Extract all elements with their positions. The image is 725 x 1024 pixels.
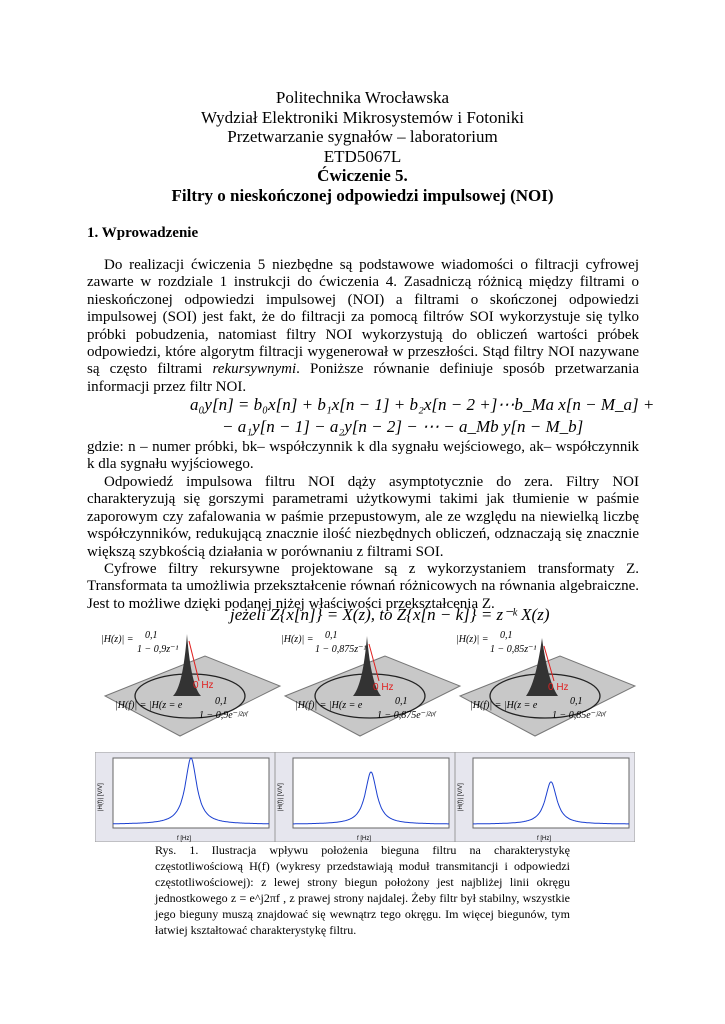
hf-formula-1: |H(f)| = |H(z = e (115, 700, 183, 711)
course-name: Przetwarzanie sygnałów – laboratorium (227, 127, 498, 146)
y-axis-label: |H(f)| [V/V] (278, 783, 284, 811)
x-axis-label: f [Hz] (357, 836, 372, 842)
figure-caption: Rys. 1. Ilustracja wpływu położenia bieguna filtru na charakterystykę częstotliwościową H(f) (wykresy przedstawiają moduł transmitancji i odpowiedzi częstotliwościowej): z lewej strony biegun położony jest najbliżej linii okręgu jednostkowego z = e^j2πf , z prawej strony najdalej. Żeby filtr był stabilny, wszystkie jego bieguny muszą znajdować się wewnątrz tego okręgu. Im więcej biegunów, tym łatwiej kształtować charakterystykę filtru. (155, 843, 570, 937)
course-code: ETD5067L (323, 146, 402, 166)
hz-formula-1: |H(z)| = (101, 634, 134, 645)
hz-numerator-3: 0,1 (500, 630, 513, 641)
equation-line-2: − a₁y[n − 1] − a₂y[n − 2] − ⋯ − a_Mb y[n − M_b] (222, 417, 584, 436)
freq-response-plot-3 (455, 752, 635, 842)
freq-response-plot-2 (275, 752, 455, 842)
zero-hz-label: 0 Hz (373, 682, 394, 693)
x-axis-label: f [Hz] (537, 836, 552, 842)
exercise-number: Ćwiczenie 5. (317, 166, 408, 185)
hf-formula-2: |H(f)| = |H(z = e (295, 700, 363, 711)
hf-denominator-2: 1 − 0,875e⁻ʲ²ᵖᶠ (377, 710, 436, 721)
exercise-title: Filtry o nieskończonej odpowiedzi impulsowej (NOI) (171, 185, 554, 205)
surface-plot-1 (95, 626, 285, 746)
hf-denominator-1: 1 − 0,9e⁻ʲ²ᵖᶠ (199, 710, 248, 721)
paragraph-z-transform: Cyfrowe filtry rekursywne projektowane są z wykorzystaniem transformaty Z. Transformata ta umożliwia przekształcenie równań różnicowych na równania algebraiczne. Jest to możliwe dzięki podanej niżej właściwości przekształcenia Z. (87, 561, 639, 612)
hz-numerator-1: 0,1 (145, 630, 158, 641)
paragraph-intro-text: Do realizacji ćwiczenia 5 niezbędne są podstawowe wiadomości o filtracji cyfrowej zawarte w rozdziale 1 instrukcji do ćwiczenia 4. Zasadniczą różnicą między filtrami o nieskończonej odpowiedzi impulsowej (NOI) a filtrami o skończonej odpowiedzi impulsowej (SOI) jest fakt, że do filtracji za pomocą filtrów SOI wykorzystuje się tylko próbki pobudzenia, natomiast filtry NOI wykorzystują do obliczeń wartości próbek odpowiedzi, które algorytm filtracji wygenerował w przeszłości. Stąd filtry NOI nazywane są często filtrami (87, 257, 639, 378)
hf-numerator-2: 0,1 (395, 696, 408, 707)
section-heading: 1. Wprowadzenie (87, 225, 199, 241)
plot-area (113, 758, 269, 828)
document-header (0, 88, 725, 205)
hf-numerator-1: 0,1 (215, 696, 228, 707)
paragraph-intro-italic: rekursywnymi (212, 361, 297, 378)
hz-formula-2: |H(z)| = (281, 634, 314, 645)
y-axis-label: |H(f)| [V/V] (98, 783, 104, 811)
freq-response-plot-1 (95, 752, 275, 842)
zero-hz-label: 0 Hz (548, 682, 569, 693)
y-axis-label: |H(f)| [V/V] (458, 783, 464, 811)
zero-hz-label: 0 Hz (193, 680, 214, 691)
hf-numerator-3: 0,1 (570, 696, 583, 707)
hf-formula-3: |H(f)| = |H(z = e (470, 700, 538, 711)
plot-area (473, 758, 629, 828)
hz-denominator-3: 1 − 0,85z⁻¹ (490, 644, 537, 655)
hz-denominator-1: 1 − 0,9z⁻¹ (137, 644, 179, 655)
hz-denominator-2: 1 − 0,875z⁻¹ (315, 644, 367, 655)
university-name: Politechnika Wrocławska (275, 88, 450, 107)
plot-area (293, 758, 449, 828)
hz-numerator-2: 0,1 (325, 630, 338, 641)
equation-z-property: jeżeli Z{x[n]} = X(z), to Z{x[n − k]} = z⁻ᵏ X(z) (230, 605, 550, 624)
faculty-name: Wydział Elektroniki Mikrosystemów i Fotoniki (201, 107, 524, 127)
paragraph-where: gdzie: n – numer próbki, bk– współczynnik k dla sygnału wejściowego, ak– współczynnik k dla sygnału wyjściowego. (87, 439, 639, 473)
paragraph-intro (87, 257, 639, 396)
paragraph-intro-end: . Poniższe równanie definiuje sposób przetwarzania informacji przez filtr NOI. (87, 361, 639, 395)
surface-plot-3 (450, 626, 640, 746)
equation-line-1: a₀y[n] = b₀x[n] + b₁x[n − 1] + b₂x[n − 2 +]⋯b_Ma x[n − M_a] + (190, 395, 655, 414)
hf-denominator-3: 1 − 0,85e⁻ʲ²ᵖᶠ (552, 710, 606, 721)
surface-plot-2 (275, 626, 465, 746)
paragraph-impulse: Odpowiedź impulsowa filtru NOI dąży asymptotycznie do zera. Filtry NOI charakteryzują się gorszymi parametrami użytkowymi takimi jak tłumienie w paśmie zaporowym czy zafalowania w paśmie przepustowym, ale ze względu na niewielką liczbę współczynników, redukującą znacznie ilość niezbędnych obliczeń, odznaczają się znacznie większą szybkością działania w porównaniu z filtrami SOI. (87, 474, 639, 560)
hz-formula-3: |H(z)| = (456, 634, 489, 645)
x-axis-label: f [Hz] (177, 836, 192, 842)
